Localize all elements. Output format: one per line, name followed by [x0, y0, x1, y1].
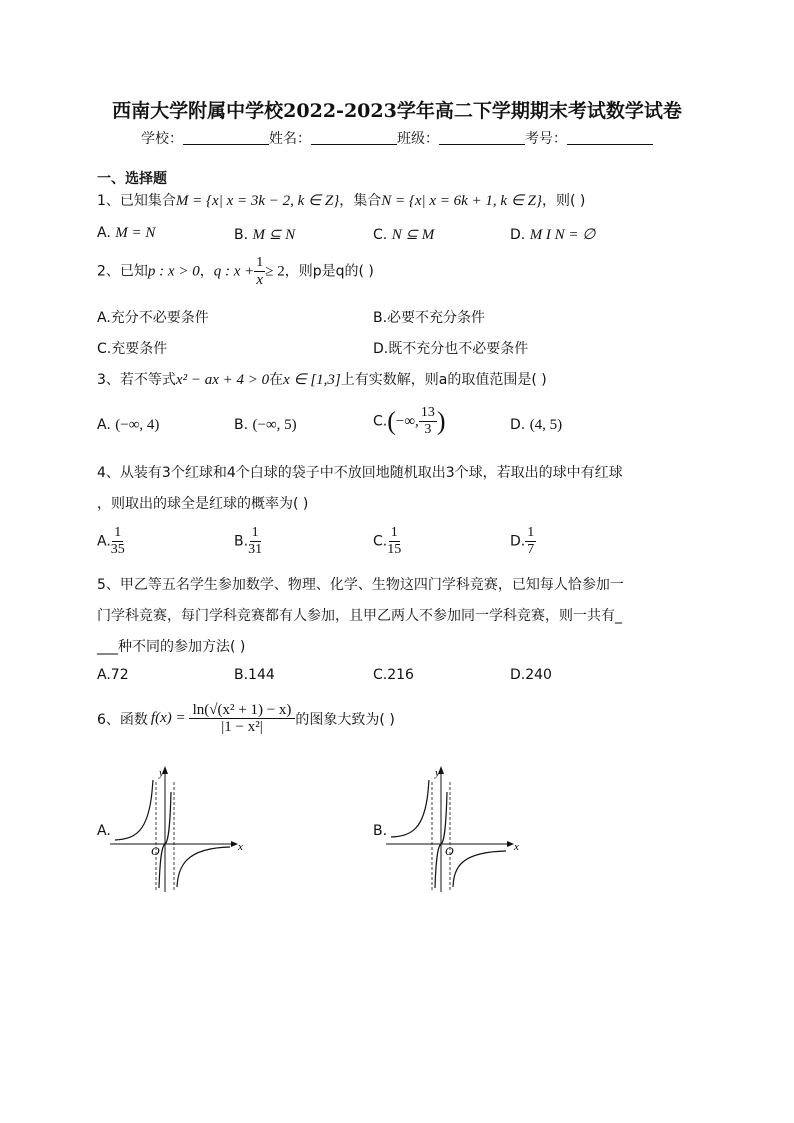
fraction-denominator: x [256, 272, 264, 288]
option-fraction [525, 525, 536, 558]
q4-option-a[interactable] [97, 525, 125, 558]
origin-label: O [151, 844, 160, 858]
curve-right-branch [177, 847, 230, 887]
q3-interval: x ∈ [1,3] [283, 372, 341, 388]
q5-line3: ___种不同的参加方法( ) [97, 639, 246, 655]
option-label: A. [97, 225, 111, 241]
q2-q-left: q : x + [213, 263, 255, 280]
option-label: C. [373, 533, 388, 550]
option-expr: N ⊆ M [391, 227, 435, 243]
q4-option-d[interactable] [510, 525, 536, 558]
y-axis-label: y [435, 767, 440, 779]
option-label: D. [510, 533, 526, 550]
x-axis-label: x [514, 841, 519, 853]
student-info-line [0, 128, 794, 148]
q4-line2: ，则取出的球全是红球的概率为( ) [97, 496, 309, 512]
q2-option-a[interactable]: A.充分不必要条件 [97, 310, 209, 326]
fraction-numerator: 1 [251, 525, 259, 540]
fraction-numerator: ln(√(x² + 1) − x) [189, 702, 296, 719]
q3-option-b[interactable] [234, 417, 297, 434]
q4-option-b[interactable] [234, 525, 262, 558]
option-label: A. [97, 533, 111, 550]
fraction-numerator: 1 [390, 525, 398, 540]
q2-comma: ， [199, 263, 214, 280]
class-blank[interactable] [439, 130, 525, 145]
q6-suffix: 的图象大致为( ) [295, 711, 395, 728]
q6-fx: f(x) = [150, 710, 186, 726]
question-3 [97, 369, 547, 389]
fraction-denominator: 15 [387, 542, 402, 557]
fraction-denominator: 7 [527, 542, 535, 557]
option-fraction [111, 525, 125, 558]
page-title: 西南大学附属中学校2022-2023学年高二下学期期末考试数学试卷 [112, 100, 682, 122]
question-1 [97, 190, 585, 210]
q1-mid: ，集合 [339, 193, 382, 209]
graph-a[interactable] [110, 762, 250, 897]
q1-option-d[interactable] [510, 225, 595, 244]
q2-q-right: ≥ 2 [265, 263, 285, 280]
option-expr: (4, 5) [529, 417, 563, 433]
id-label: 考号： [525, 131, 567, 147]
option-label: D. [510, 417, 526, 433]
q3-option-d[interactable] [510, 417, 562, 434]
q1-prefix: 1、已知集合 [97, 193, 176, 209]
q2-option-b[interactable]: B.必要不充分条件 [373, 310, 486, 326]
fraction-denominator: 35 [110, 542, 125, 557]
q6-fraction [189, 702, 296, 735]
q1-suffix: ，则( ) [541, 193, 586, 209]
x-axis-arrow [507, 841, 514, 847]
option-expr: M = N [115, 225, 156, 241]
fraction-numerator: 13 [420, 405, 435, 420]
q1-option-c[interactable] [373, 225, 434, 244]
curve-right-branch [453, 851, 506, 887]
option-expr: (−∞, 5) [252, 417, 297, 433]
class-label: 班级： [397, 131, 439, 147]
option-label: C. [373, 413, 388, 430]
option-fraction [419, 405, 437, 438]
option-fraction [248, 525, 262, 558]
paren-right: ) [436, 406, 446, 436]
q5-option-b[interactable]: B.144 [234, 667, 275, 683]
x-axis-label: x [238, 841, 243, 853]
q3-option-a[interactable] [97, 417, 159, 434]
q3-mid: 在 [269, 372, 284, 388]
name-label: 姓名： [269, 131, 311, 147]
section-heading: 一、选择题 [97, 171, 167, 187]
q6-option-b-label[interactable]: B. [373, 823, 388, 839]
q4-option-c[interactable] [373, 525, 401, 558]
school-label: 学校： [141, 131, 183, 147]
q1-option-a[interactable] [97, 225, 155, 242]
q6-option-a-label[interactable]: A. [97, 823, 111, 839]
q5-option-d[interactable]: D.240 [510, 667, 552, 683]
curve-left-branch [115, 780, 153, 840]
option-expr: M I N = ∅ [529, 227, 596, 243]
q1-option-b[interactable] [234, 225, 295, 244]
option-fraction [387, 525, 401, 558]
q5-line1: 5、甲乙等五名学生参加数学、物理、化学、生物这四门学科竞赛，已知每人恰参加一 [97, 577, 624, 593]
q3-prefix: 3、若不等式 [97, 372, 176, 388]
q2-p: p : x > 0 [147, 263, 200, 280]
x-axis-arrow [231, 841, 238, 847]
q2-suffix: ，则p是q的( ) [284, 263, 374, 280]
option-label: B. [234, 227, 249, 243]
fraction-denominator: |1 − x²| [221, 719, 263, 735]
q3-inequality: x² − ax + 4 > 0 [175, 372, 270, 388]
q6-prefix: 6、函数 [97, 711, 148, 728]
q1-set-m: M = {x| x = 3k − 2, k ∈ Z} [175, 193, 340, 209]
q2-fraction [254, 255, 265, 288]
fraction-numerator: 1 [527, 525, 535, 540]
q3-suffix: 上有实数解，则a的取值范围是( ) [340, 372, 547, 388]
option-label: C. [373, 227, 388, 243]
option-expr: −∞, [395, 413, 419, 430]
q4-line1: 4、从装有3个红球和4个白球的袋子中不放回地随机取出3个球，若取出的球中有红球 [97, 465, 623, 481]
fraction-denominator: 31 [248, 542, 263, 557]
option-label: B. [234, 417, 249, 433]
fraction-numerator: 1 [256, 255, 264, 270]
fraction-numerator: 1 [114, 525, 122, 540]
option-label: D. [510, 227, 526, 243]
option-expr: M ⊆ N [252, 227, 296, 243]
q5-option-a[interactable]: A.72 [97, 667, 129, 683]
option-expr: (−∞, 4) [115, 417, 160, 433]
name-blank[interactable] [311, 130, 397, 145]
option-label: B. [234, 533, 249, 550]
q1-set-n: N = {x| x = 6k + 1, k ∈ Z} [381, 193, 542, 209]
y-axis-label: y [159, 767, 164, 779]
q5-line2: 门学科竞赛，每门学科竞赛都有人参加，且甲乙两人不参加同一学科竞赛，则一共有_ [97, 608, 622, 624]
q2-prefix: 2、已知 [97, 263, 148, 280]
question-6 [97, 702, 395, 735]
q2-option-d[interactable]: D.既不充分也不必要条件 [373, 341, 529, 357]
fraction-denominator: 3 [424, 422, 432, 437]
q5-option-c[interactable]: C.216 [373, 667, 414, 683]
q2-option-c[interactable]: C.充要条件 [97, 341, 168, 357]
origin-label: O [445, 844, 454, 858]
school-blank[interactable] [183, 130, 269, 145]
id-blank[interactable] [567, 130, 653, 145]
paren-left: ( [387, 406, 396, 436]
q3-option-c[interactable] [373, 405, 445, 438]
question-2 [97, 255, 374, 288]
option-label: A. [97, 417, 111, 433]
graph-b[interactable] [386, 762, 526, 897]
curve-left-branch [391, 780, 429, 837]
